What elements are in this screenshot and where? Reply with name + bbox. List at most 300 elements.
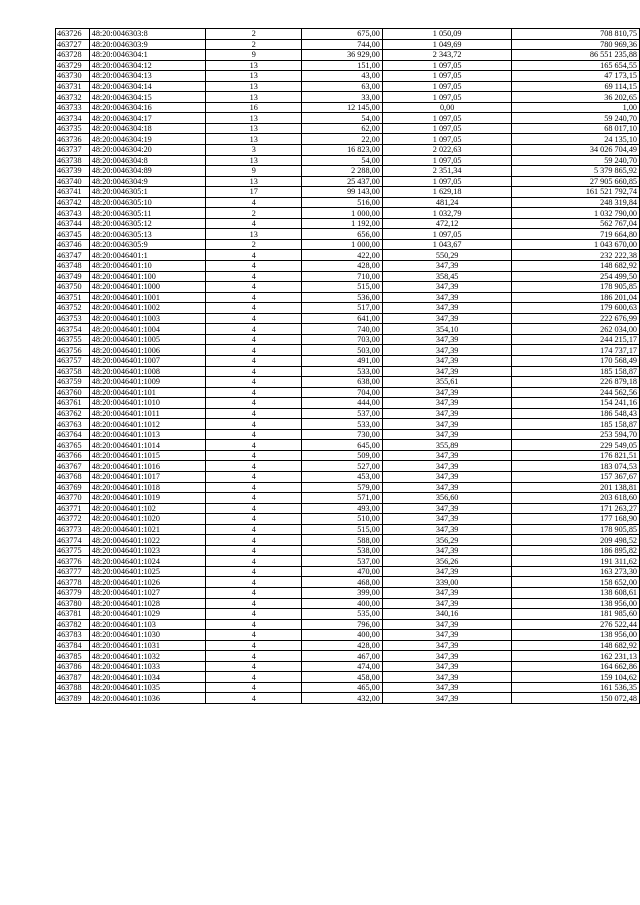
cadastral-number-cell: 48:20:0046304:14 xyxy=(89,81,205,92)
cadastral-value-cell: 68 017,10 xyxy=(512,123,640,134)
row-number-cell: 463759 xyxy=(56,377,90,388)
category-code-cell: 4 xyxy=(206,587,302,598)
unit-value-cell: 339,00 xyxy=(382,577,512,588)
table-row xyxy=(56,524,640,535)
row-number-cell: 463764 xyxy=(56,429,90,440)
cadastral-value-cell: 186 895,82 xyxy=(512,545,640,556)
cadastral-number-cell: 48:20:0046401:101 xyxy=(89,387,205,398)
cadastral-value-cell: 163 273,30 xyxy=(512,566,640,577)
category-code-cell: 4 xyxy=(206,609,302,620)
table-row xyxy=(56,440,640,451)
cadastral-value-cell: 161 536,35 xyxy=(512,682,640,693)
unit-value-cell: 0,00 xyxy=(382,102,512,113)
category-code-cell: 9 xyxy=(206,50,302,61)
row-number-cell: 463784 xyxy=(56,640,90,651)
table-row xyxy=(56,493,640,504)
area-cell: 537,00 xyxy=(302,408,383,419)
unit-value-cell: 347,39 xyxy=(382,355,512,366)
area-cell: 638,00 xyxy=(302,377,383,388)
cadastral-number-cell: 48:20:0046401:1005 xyxy=(89,334,205,345)
cadastral-number-cell: 48:20:0046401:1026 xyxy=(89,577,205,588)
table-row xyxy=(56,693,640,704)
row-number-cell: 463768 xyxy=(56,471,90,482)
cadastral-value-cell: 253 594,70 xyxy=(512,429,640,440)
cadastral-number-cell: 48:20:0046401:1031 xyxy=(89,640,205,651)
row-number-cell: 463776 xyxy=(56,556,90,567)
unit-value-cell: 481,24 xyxy=(382,197,512,208)
cadastral-number-cell: 48:20:0046401:1032 xyxy=(89,651,205,662)
unit-value-cell: 347,39 xyxy=(382,334,512,345)
area-cell: 535,00 xyxy=(302,609,383,620)
unit-value-cell: 356,29 xyxy=(382,535,512,546)
cadastral-number-cell: 48:20:0046304:17 xyxy=(89,113,205,124)
cadastral-number-cell: 48:20:0046401:1011 xyxy=(89,408,205,419)
table-row xyxy=(56,587,640,598)
row-number-cell: 463774 xyxy=(56,535,90,546)
table-row xyxy=(56,271,640,282)
table-row xyxy=(56,419,640,430)
cadastral-number-cell: 48:20:0046401:1008 xyxy=(89,366,205,377)
unit-value-cell: 347,39 xyxy=(382,693,512,704)
row-number-cell: 463756 xyxy=(56,345,90,356)
table-row xyxy=(56,672,640,683)
category-code-cell: 4 xyxy=(206,271,302,282)
cadastral-value-cell: 203 618,60 xyxy=(512,493,640,504)
table-row xyxy=(56,503,640,514)
unit-value-cell: 1 097,05 xyxy=(382,155,512,166)
cadastral-number-cell: 48:20:0046401:1003 xyxy=(89,313,205,324)
table-row xyxy=(56,71,640,82)
cadastral-value-cell: 186 201,04 xyxy=(512,292,640,303)
cadastral-value-cell: 36 202,65 xyxy=(512,92,640,103)
unit-value-cell: 347,39 xyxy=(382,651,512,662)
unit-value-cell: 347,39 xyxy=(382,661,512,672)
area-cell: 151,00 xyxy=(302,60,383,71)
area-cell: 399,00 xyxy=(302,587,383,598)
area-cell: 422,00 xyxy=(302,250,383,261)
cadastral-value-cell: 159 104,62 xyxy=(512,672,640,683)
cadastral-value-cell: 177 168,90 xyxy=(512,514,640,525)
area-cell: 468,00 xyxy=(302,577,383,588)
area-cell: 99 143,00 xyxy=(302,187,383,198)
unit-value-cell: 347,39 xyxy=(382,366,512,377)
cadastral-value-cell: 244 215,17 xyxy=(512,334,640,345)
category-code-cell: 4 xyxy=(206,398,302,409)
unit-value-cell: 550,29 xyxy=(382,250,512,261)
unit-value-cell: 2 022,63 xyxy=(382,145,512,156)
table-row xyxy=(56,545,640,556)
row-number-cell: 463781 xyxy=(56,609,90,620)
category-code-cell: 4 xyxy=(206,471,302,482)
unit-value-cell: 347,39 xyxy=(382,630,512,641)
cadastral-number-cell: 48:20:0046401:1025 xyxy=(89,566,205,577)
cadastral-number-cell: 48:20:0046304:15 xyxy=(89,92,205,103)
table-row xyxy=(56,514,640,525)
table-row xyxy=(56,92,640,103)
cadastral-number-cell: 48:20:0046401:1022 xyxy=(89,535,205,546)
cadastral-value-cell: 178 905,85 xyxy=(512,282,640,293)
row-number-cell: 463754 xyxy=(56,324,90,335)
cadastral-value-cell: 174 737,17 xyxy=(512,345,640,356)
unit-value-cell: 347,39 xyxy=(382,303,512,314)
area-cell: 641,00 xyxy=(302,313,383,324)
area-cell: 428,00 xyxy=(302,640,383,651)
unit-value-cell: 354,10 xyxy=(382,324,512,335)
unit-value-cell: 1 050,09 xyxy=(382,29,512,40)
unit-value-cell: 347,39 xyxy=(382,514,512,525)
area-cell: 515,00 xyxy=(302,282,383,293)
cadastral-number-cell: 48:20:0046401:1021 xyxy=(89,524,205,535)
cadastral-number-cell: 48:20:0046401:1004 xyxy=(89,324,205,335)
row-number-cell: 463751 xyxy=(56,292,90,303)
cadastral-number-cell: 48:20:0046401:1036 xyxy=(89,693,205,704)
unit-value-cell: 347,39 xyxy=(382,429,512,440)
unit-value-cell: 1 629,18 xyxy=(382,187,512,198)
unit-value-cell: 355,61 xyxy=(382,377,512,388)
cadastral-number-cell: 48:20:0046401:10 xyxy=(89,261,205,272)
cadastral-value-cell: 1 043 670,00 xyxy=(512,239,640,250)
area-cell: 467,00 xyxy=(302,651,383,662)
unit-value-cell: 347,39 xyxy=(382,566,512,577)
unit-value-cell: 347,39 xyxy=(382,313,512,324)
row-number-cell: 463789 xyxy=(56,693,90,704)
cadastral-value-cell: 201 138,81 xyxy=(512,482,640,493)
unit-value-cell: 347,39 xyxy=(382,387,512,398)
category-code-cell: 4 xyxy=(206,461,302,472)
cadastral-value-cell: 185 158,87 xyxy=(512,366,640,377)
area-cell: 527,00 xyxy=(302,461,383,472)
row-number-cell: 463729 xyxy=(56,60,90,71)
cadastral-value-cell: 179 600,63 xyxy=(512,303,640,314)
area-cell: 428,00 xyxy=(302,261,383,272)
area-cell: 36 929,00 xyxy=(302,50,383,61)
category-code-cell: 4 xyxy=(206,282,302,293)
cadastral-number-cell: 48:20:0046401:102 xyxy=(89,503,205,514)
cadastral-value-cell: 24 135,10 xyxy=(512,134,640,145)
table-row xyxy=(56,102,640,113)
table-row xyxy=(56,60,640,71)
category-code-cell: 4 xyxy=(206,440,302,451)
area-cell: 517,00 xyxy=(302,303,383,314)
row-number-cell: 463779 xyxy=(56,587,90,598)
unit-value-cell: 356,60 xyxy=(382,493,512,504)
table-row xyxy=(56,123,640,134)
area-cell: 710,00 xyxy=(302,271,383,282)
area-cell: 33,00 xyxy=(302,92,383,103)
unit-value-cell: 347,39 xyxy=(382,482,512,493)
row-number-cell: 463763 xyxy=(56,419,90,430)
table-row xyxy=(56,535,640,546)
cadastral-value-cell: 86 551 235,88 xyxy=(512,50,640,61)
cadastral-number-cell: 48:20:0046305:1 xyxy=(89,187,205,198)
category-code-cell: 13 xyxy=(206,60,302,71)
unit-value-cell: 2 343,72 xyxy=(382,50,512,61)
unit-value-cell: 1 097,05 xyxy=(382,92,512,103)
table-row xyxy=(56,398,640,409)
cadastral-number-cell: 48:20:0046401:1014 xyxy=(89,440,205,451)
category-code-cell: 13 xyxy=(206,71,302,82)
table-row xyxy=(56,292,640,303)
table-row xyxy=(56,334,640,345)
cadastral-number-cell: 48:20:0046304:9 xyxy=(89,176,205,187)
area-cell: 704,00 xyxy=(302,387,383,398)
cadastral-number-cell: 48:20:0046305:12 xyxy=(89,218,205,229)
cadastral-number-cell: 48:20:0046401:1010 xyxy=(89,398,205,409)
table-row xyxy=(56,218,640,229)
unit-value-cell: 1 049,69 xyxy=(382,39,512,50)
unit-value-cell: 347,39 xyxy=(382,408,512,419)
cadastral-number-cell: 48:20:0046304:89 xyxy=(89,166,205,177)
unit-value-cell: 347,39 xyxy=(382,619,512,630)
cadastral-value-cell: 154 241,16 xyxy=(512,398,640,409)
category-code-cell: 4 xyxy=(206,345,302,356)
table-row xyxy=(56,176,640,187)
cadastral-number-cell: 48:20:0046401:1035 xyxy=(89,682,205,693)
area-cell: 571,00 xyxy=(302,493,383,504)
table-row xyxy=(56,50,640,61)
area-cell: 43,00 xyxy=(302,71,383,82)
table-row xyxy=(56,355,640,366)
row-number-cell: 463741 xyxy=(56,187,90,198)
table-row xyxy=(56,598,640,609)
category-code-cell: 4 xyxy=(206,630,302,641)
cadastral-value-cell: 780 969,36 xyxy=(512,39,640,50)
cadastral-value-cell: 191 311,62 xyxy=(512,556,640,567)
table-row xyxy=(56,387,640,398)
cadastral-value-cell: 5 379 865,92 xyxy=(512,166,640,177)
category-code-cell: 13 xyxy=(206,123,302,134)
area-cell: 12 145,00 xyxy=(302,102,383,113)
table-row xyxy=(56,556,640,567)
table-row xyxy=(56,471,640,482)
unit-value-cell: 347,39 xyxy=(382,345,512,356)
table-row xyxy=(56,239,640,250)
table-row xyxy=(56,630,640,641)
row-number-cell: 463727 xyxy=(56,39,90,50)
cadastral-number-cell: 48:20:0046401:1034 xyxy=(89,672,205,683)
category-code-cell: 4 xyxy=(206,429,302,440)
unit-value-cell: 347,39 xyxy=(382,398,512,409)
unit-value-cell: 1 032,79 xyxy=(382,208,512,219)
cadastral-value-cell: 226 879,18 xyxy=(512,377,640,388)
cadastral-number-cell: 48:20:0046401:1019 xyxy=(89,493,205,504)
row-number-cell: 463750 xyxy=(56,282,90,293)
cadastral-number-cell: 48:20:0046401:1001 xyxy=(89,292,205,303)
area-cell: 1 000,00 xyxy=(302,208,383,219)
unit-value-cell: 1 043,67 xyxy=(382,239,512,250)
table-row xyxy=(56,166,640,177)
row-number-cell: 463760 xyxy=(56,387,90,398)
category-code-cell: 4 xyxy=(206,535,302,546)
unit-value-cell: 355,89 xyxy=(382,440,512,451)
cadastral-number-cell: 48:20:0046401:1002 xyxy=(89,303,205,314)
cadastral-value-cell: 708 810,75 xyxy=(512,29,640,40)
row-number-cell: 463780 xyxy=(56,598,90,609)
area-cell: 703,00 xyxy=(302,334,383,345)
table-row xyxy=(56,261,640,272)
row-number-cell: 463778 xyxy=(56,577,90,588)
cadastral-value-cell: 171 263,27 xyxy=(512,503,640,514)
category-code-cell: 4 xyxy=(206,377,302,388)
area-cell: 22,00 xyxy=(302,134,383,145)
area-cell: 458,00 xyxy=(302,672,383,683)
cadastral-number-cell: 48:20:0046401:1017 xyxy=(89,471,205,482)
table-row xyxy=(56,450,640,461)
cadastral-value-cell: 562 767,04 xyxy=(512,218,640,229)
cadastral-value-cell: 232 222,38 xyxy=(512,250,640,261)
unit-value-cell: 347,39 xyxy=(382,471,512,482)
area-cell: 675,00 xyxy=(302,29,383,40)
table-row xyxy=(56,345,640,356)
category-code-cell: 4 xyxy=(206,303,302,314)
row-number-cell: 463787 xyxy=(56,672,90,683)
area-cell: 493,00 xyxy=(302,503,383,514)
cadastral-number-cell: 48:20:0046305:9 xyxy=(89,239,205,250)
unit-value-cell: 1 097,05 xyxy=(382,60,512,71)
table-row xyxy=(56,566,640,577)
area-cell: 2 288,00 xyxy=(302,166,383,177)
row-number-cell: 463743 xyxy=(56,208,90,219)
area-cell: 516,00 xyxy=(302,197,383,208)
cadastral-number-cell: 48:20:0046401:1029 xyxy=(89,609,205,620)
category-code-cell: 2 xyxy=(206,29,302,40)
category-code-cell: 4 xyxy=(206,334,302,345)
cadastral-value-cell: 138 956,00 xyxy=(512,630,640,641)
row-number-cell: 463775 xyxy=(56,545,90,556)
cadastral-value-cell: 165 654,55 xyxy=(512,60,640,71)
cadastral-value-cell: 244 562,56 xyxy=(512,387,640,398)
table-row xyxy=(56,640,640,651)
table-row xyxy=(56,187,640,198)
cadastral-value-cell: 719 664,80 xyxy=(512,229,640,240)
table-row xyxy=(56,303,640,314)
unit-value-cell: 1 097,05 xyxy=(382,123,512,134)
cadastral-number-cell: 48:20:0046401:1027 xyxy=(89,587,205,598)
row-number-cell: 463777 xyxy=(56,566,90,577)
area-cell: 537,00 xyxy=(302,556,383,567)
row-number-cell: 463785 xyxy=(56,651,90,662)
category-code-cell: 4 xyxy=(206,524,302,535)
area-cell: 533,00 xyxy=(302,419,383,430)
row-number-cell: 463769 xyxy=(56,482,90,493)
unit-value-cell: 347,39 xyxy=(382,524,512,535)
table-row xyxy=(56,229,640,240)
area-cell: 1 000,00 xyxy=(302,239,383,250)
unit-value-cell: 347,39 xyxy=(382,672,512,683)
table-row xyxy=(56,461,640,472)
category-code-cell: 4 xyxy=(206,250,302,261)
cadastral-number-cell: 48:20:0046305:10 xyxy=(89,197,205,208)
row-number-cell: 463788 xyxy=(56,682,90,693)
unit-value-cell: 347,39 xyxy=(382,503,512,514)
area-cell: 444,00 xyxy=(302,398,383,409)
cadastral-value-cell: 222 676,99 xyxy=(512,313,640,324)
category-code-cell: 4 xyxy=(206,640,302,651)
row-number-cell: 463739 xyxy=(56,166,90,177)
area-cell: 796,00 xyxy=(302,619,383,630)
unit-value-cell: 347,39 xyxy=(382,545,512,556)
cadastral-number-cell: 48:20:0046401:1006 xyxy=(89,345,205,356)
row-number-cell: 463732 xyxy=(56,92,90,103)
unit-value-cell: 347,39 xyxy=(382,598,512,609)
cadastral-number-cell: 48:20:0046305:13 xyxy=(89,229,205,240)
table-row xyxy=(56,429,640,440)
table-row xyxy=(56,408,640,419)
cadastral-value-cell: 1 032 790,00 xyxy=(512,208,640,219)
area-cell: 588,00 xyxy=(302,535,383,546)
row-number-cell: 463770 xyxy=(56,493,90,504)
category-code-cell: 4 xyxy=(206,419,302,430)
category-code-cell: 4 xyxy=(206,408,302,419)
row-number-cell: 463773 xyxy=(56,524,90,535)
category-code-cell: 9 xyxy=(206,166,302,177)
cadastral-value-cell: 34 026 704,49 xyxy=(512,145,640,156)
cadastral-value-cell: 161 521 792,74 xyxy=(512,187,640,198)
area-cell: 510,00 xyxy=(302,514,383,525)
cadastral-value-cell: 209 498,52 xyxy=(512,535,640,546)
cadastral-value-cell: 181 985,60 xyxy=(512,609,640,620)
cadastral-value-cell: 148 682,92 xyxy=(512,261,640,272)
category-code-cell: 4 xyxy=(206,672,302,683)
category-code-cell: 4 xyxy=(206,503,302,514)
category-code-cell: 2 xyxy=(206,239,302,250)
row-number-cell: 463728 xyxy=(56,50,90,61)
row-number-cell: 463765 xyxy=(56,440,90,451)
unit-value-cell: 347,39 xyxy=(382,587,512,598)
unit-value-cell: 347,39 xyxy=(382,682,512,693)
category-code-cell: 4 xyxy=(206,577,302,588)
row-number-cell: 463771 xyxy=(56,503,90,514)
row-number-cell: 463758 xyxy=(56,366,90,377)
category-code-cell: 4 xyxy=(206,292,302,303)
table-row xyxy=(56,113,640,124)
row-number-cell: 463740 xyxy=(56,176,90,187)
area-cell: 740,00 xyxy=(302,324,383,335)
cadastral-number-cell: 48:20:0046401:1033 xyxy=(89,661,205,672)
area-cell: 400,00 xyxy=(302,630,383,641)
cadastral-number-cell: 48:20:0046401:1030 xyxy=(89,630,205,641)
cadastral-number-cell: 48:20:0046303:8 xyxy=(89,29,205,40)
cadastral-value-table xyxy=(55,28,640,704)
category-code-cell: 4 xyxy=(206,387,302,398)
unit-value-cell: 347,39 xyxy=(382,292,512,303)
row-number-cell: 463749 xyxy=(56,271,90,282)
table-row xyxy=(56,366,640,377)
category-code-cell: 13 xyxy=(206,81,302,92)
table-row xyxy=(56,208,640,219)
row-number-cell: 463757 xyxy=(56,355,90,366)
cadastral-value-cell: 185 158,87 xyxy=(512,419,640,430)
area-cell: 515,00 xyxy=(302,524,383,535)
row-number-cell: 463762 xyxy=(56,408,90,419)
row-number-cell: 463755 xyxy=(56,334,90,345)
cadastral-number-cell: 48:20:0046401:1 xyxy=(89,250,205,261)
category-code-cell: 4 xyxy=(206,514,302,525)
cadastral-number-cell: 48:20:0046401:1000 xyxy=(89,282,205,293)
row-number-cell: 463766 xyxy=(56,450,90,461)
cadastral-value-cell: 262 034,00 xyxy=(512,324,640,335)
table-body xyxy=(56,29,640,704)
table-row xyxy=(56,282,640,293)
table-row xyxy=(56,313,640,324)
category-code-cell: 4 xyxy=(206,261,302,272)
cadastral-number-cell: 48:20:0046401:1007 xyxy=(89,355,205,366)
row-number-cell: 463734 xyxy=(56,113,90,124)
row-number-cell: 463730 xyxy=(56,71,90,82)
table-row xyxy=(56,577,640,588)
area-cell: 503,00 xyxy=(302,345,383,356)
table-row xyxy=(56,145,640,156)
